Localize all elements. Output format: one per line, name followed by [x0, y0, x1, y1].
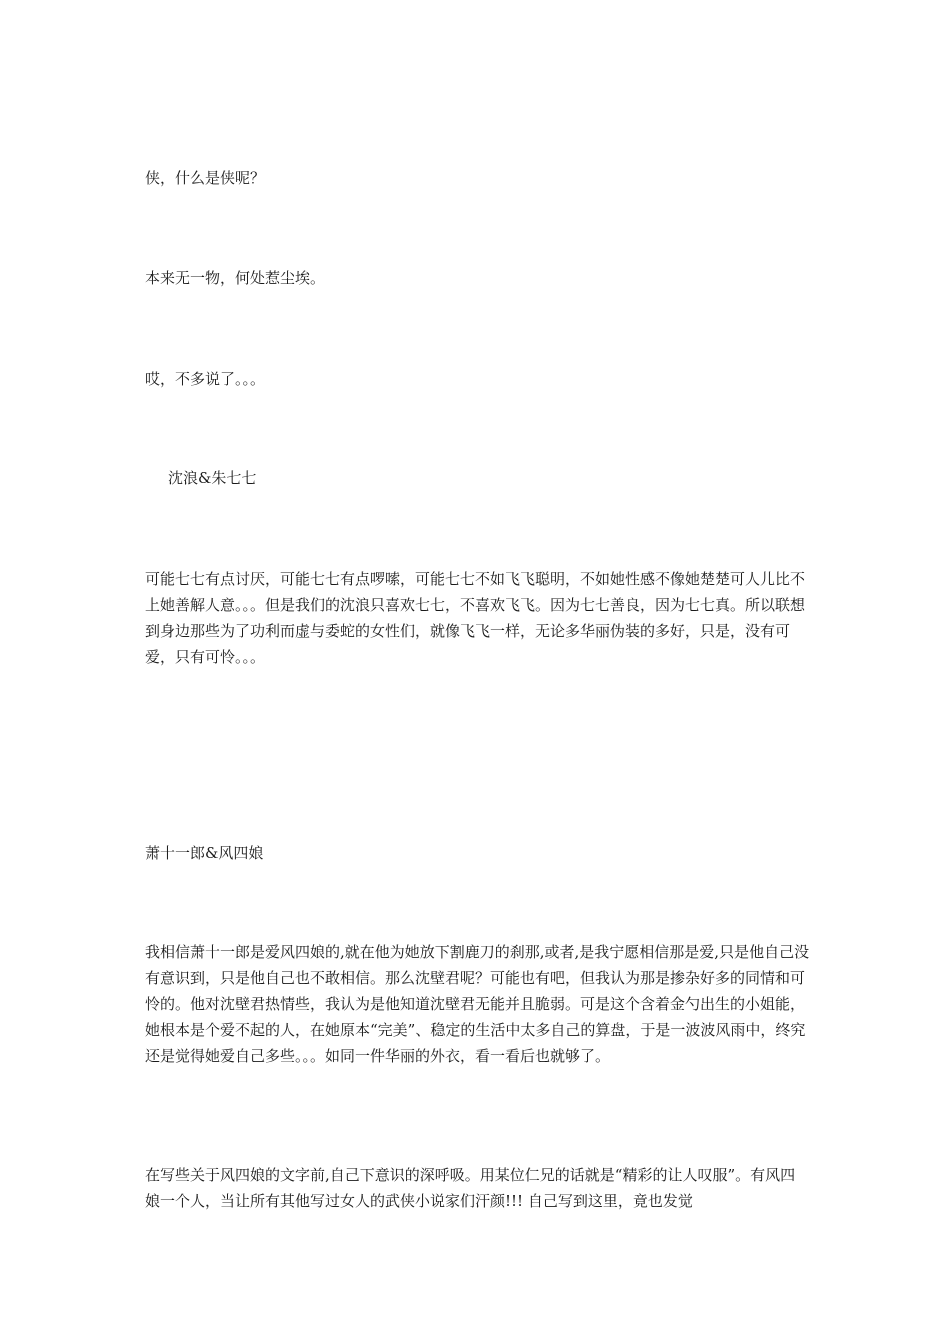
- paragraph-nothing-originally: 本来无一物，何处惹尘埃。: [145, 269, 326, 287]
- paragraph-writing-about-feng-siniang: 在写些关于风四娘的文字前,自己下意识的深呼吸。用某位仁兄的话就是“精彩的让人叹服”。有风四娘一个人，当让所有其他写过女人的武侠小说家们汗颜!!! 自己写到这里，竟也发觉: [145, 1166, 796, 1210]
- paragraph-what-is-xia: 侠，什么是侠呢？: [145, 169, 266, 187]
- paragraph-say-no-more: 哎，不多说了。。。: [145, 370, 266, 388]
- section-heading-xiao-shiyilang-feng-siniang: 萧十一郎&风四娘: [145, 844, 264, 862]
- section-heading-shen-lang-zhu-qiqi: 沈浪&朱七七: [168, 469, 257, 487]
- paragraph-xiao-shiyilang-loves: 我相信萧十一郎是爱风四娘的,就在他为她放下割鹿刀的刹那,或者,是我宁愿相信那是爱,只是他自己没有意识到，只是他自己也不敢相信。那么沈壁君呢？可能也有吧，但我认为那是掺杂好多的同情和可怜的。他对沈壁君热情些，我认为是他知道沈壁君无能并且脆弱。可是这个含着金勺出生的小姐能，她根本是个爱不起的人，在她原本“完美”、稳定的生活中太多自己的算盘，于是一波波风雨中，终究还是觉得她爱自己多些。。。如同一件华丽的外衣，看一看后也就够了。: [145, 943, 810, 1065]
- paragraph-qiqi: 可能七七有点讨厌，可能七七有点啰嗦，可能七七不如飞飞聪明，不如她性感不像她楚楚可人儿比不上她善解人意。。。但是我们的沈浪只喜欢七七，不喜欢飞飞。因为七七善良，因为七七真。所以联想到身边那些为了功利而虚与委蛇的女性们，就像飞飞一样，无论多华丽伪装的多好，只是，没有可爱，只有可怜。。。: [145, 570, 806, 666]
